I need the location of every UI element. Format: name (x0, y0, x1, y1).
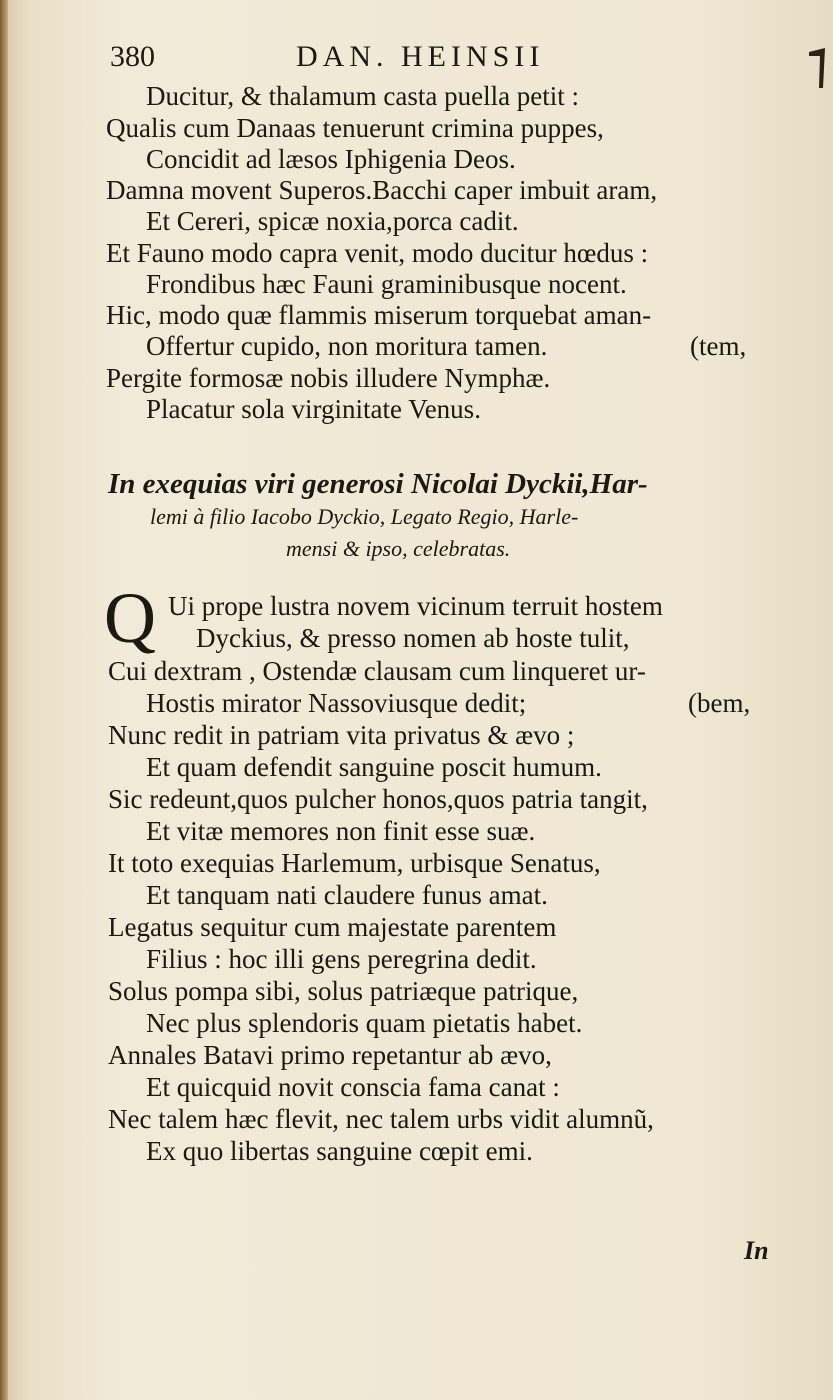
verse-line: Placatur sola virginitate Venus. (146, 394, 481, 424)
verse-line: Filius : hoc illi gens peregrina dedit. (146, 944, 537, 974)
verse-line: Et quicquid novit conscia fama canat : (146, 1072, 560, 1102)
verse-line: Qualis cum Danaas tenuerunt crimina puppes, (106, 113, 604, 143)
verse-line: Annales Batavi primo repetantur ab ævo, (108, 1040, 552, 1070)
verse-line: It toto exequias Harlemum, urbisque Senatus, (108, 848, 601, 878)
drop-capital: Q (104, 578, 156, 658)
verse-line: Dyckius, & presso nomen ab hoste tulit, (196, 623, 630, 653)
verse-line: Et quam defendit sanguine poscit humum. (146, 752, 602, 782)
verse-line: Et vitæ memores non finit esse suæ. (146, 816, 536, 846)
verse-line-overflow: (bem, (688, 688, 751, 718)
verse-line: Hic, modo quæ flammis miserum torquebat aman- (106, 300, 652, 330)
verse-line: Nec plus splendoris quam pietatis habet. (146, 1008, 583, 1038)
verse-line: Ui prope lustra novem vicinum terruit hostem (168, 591, 663, 621)
heading-line-3: mensi & ipso, celebratas. (286, 536, 511, 561)
heading-line-1: In exequias viri generosi Nicolai Dyckii,Har- (108, 468, 648, 500)
verse-line: Et Fauno modo capra venit, modo ducitur hœdus : (106, 238, 649, 268)
page-number: 380 (110, 40, 155, 73)
verse-line: Pergite formosæ nobis illudere Nymphæ. (106, 363, 551, 393)
verse-line: Cui dextram , Ostendæ clausam cum linqueret ur- (108, 656, 646, 686)
page-edge-mark (805, 44, 829, 94)
verse-line: Et tanquam nati claudere funus amat. (146, 880, 548, 910)
verse-line: Legatus sequitur cum majestate parentem (108, 912, 557, 942)
verse-line: Offertur cupido, non moritura tamen. (146, 331, 548, 361)
page-gutter (0, 0, 8, 1400)
verse-line: Solus pompa sibi, solus patriæque patrique, (108, 976, 579, 1006)
verse-line: Concidit ad læsos Iphigenia Deos. (146, 144, 516, 174)
running-header (110, 40, 710, 76)
verse-line: Hostis mirator Nassoviusque dedit; (146, 688, 527, 718)
heading-line-2: lemi à filio Iacobo Dyckio, Legato Regio, Harle- (150, 504, 579, 529)
verse-line: Ex quo libertas sanguine cœpit emi. (146, 1136, 533, 1166)
verse-line-overflow: (tem, (690, 331, 747, 361)
verse-line: Nec talem hæc flevit, nec talem urbs vidit alumnũ, (108, 1104, 654, 1134)
verse-line: Ducitur, & thalamum casta puella petit : (146, 81, 580, 111)
verse-line: Sic redeunt,quos pulcher honos,quos patria tangit, (108, 784, 648, 814)
verse-line: Nunc redit in patriam vita privatus & ævo ; (108, 720, 575, 750)
verse-line: Et Cereri, spicæ noxia,porca cadit. (146, 206, 519, 236)
verse-line: Damna movent Superos.Bacchi caper imbuit aram, (106, 175, 658, 205)
running-title: DAN. HEINSII (296, 40, 545, 73)
verse-line: Frondibus hæc Fauni graminibusque nocent. (146, 269, 627, 299)
catchword: In (744, 1236, 769, 1265)
